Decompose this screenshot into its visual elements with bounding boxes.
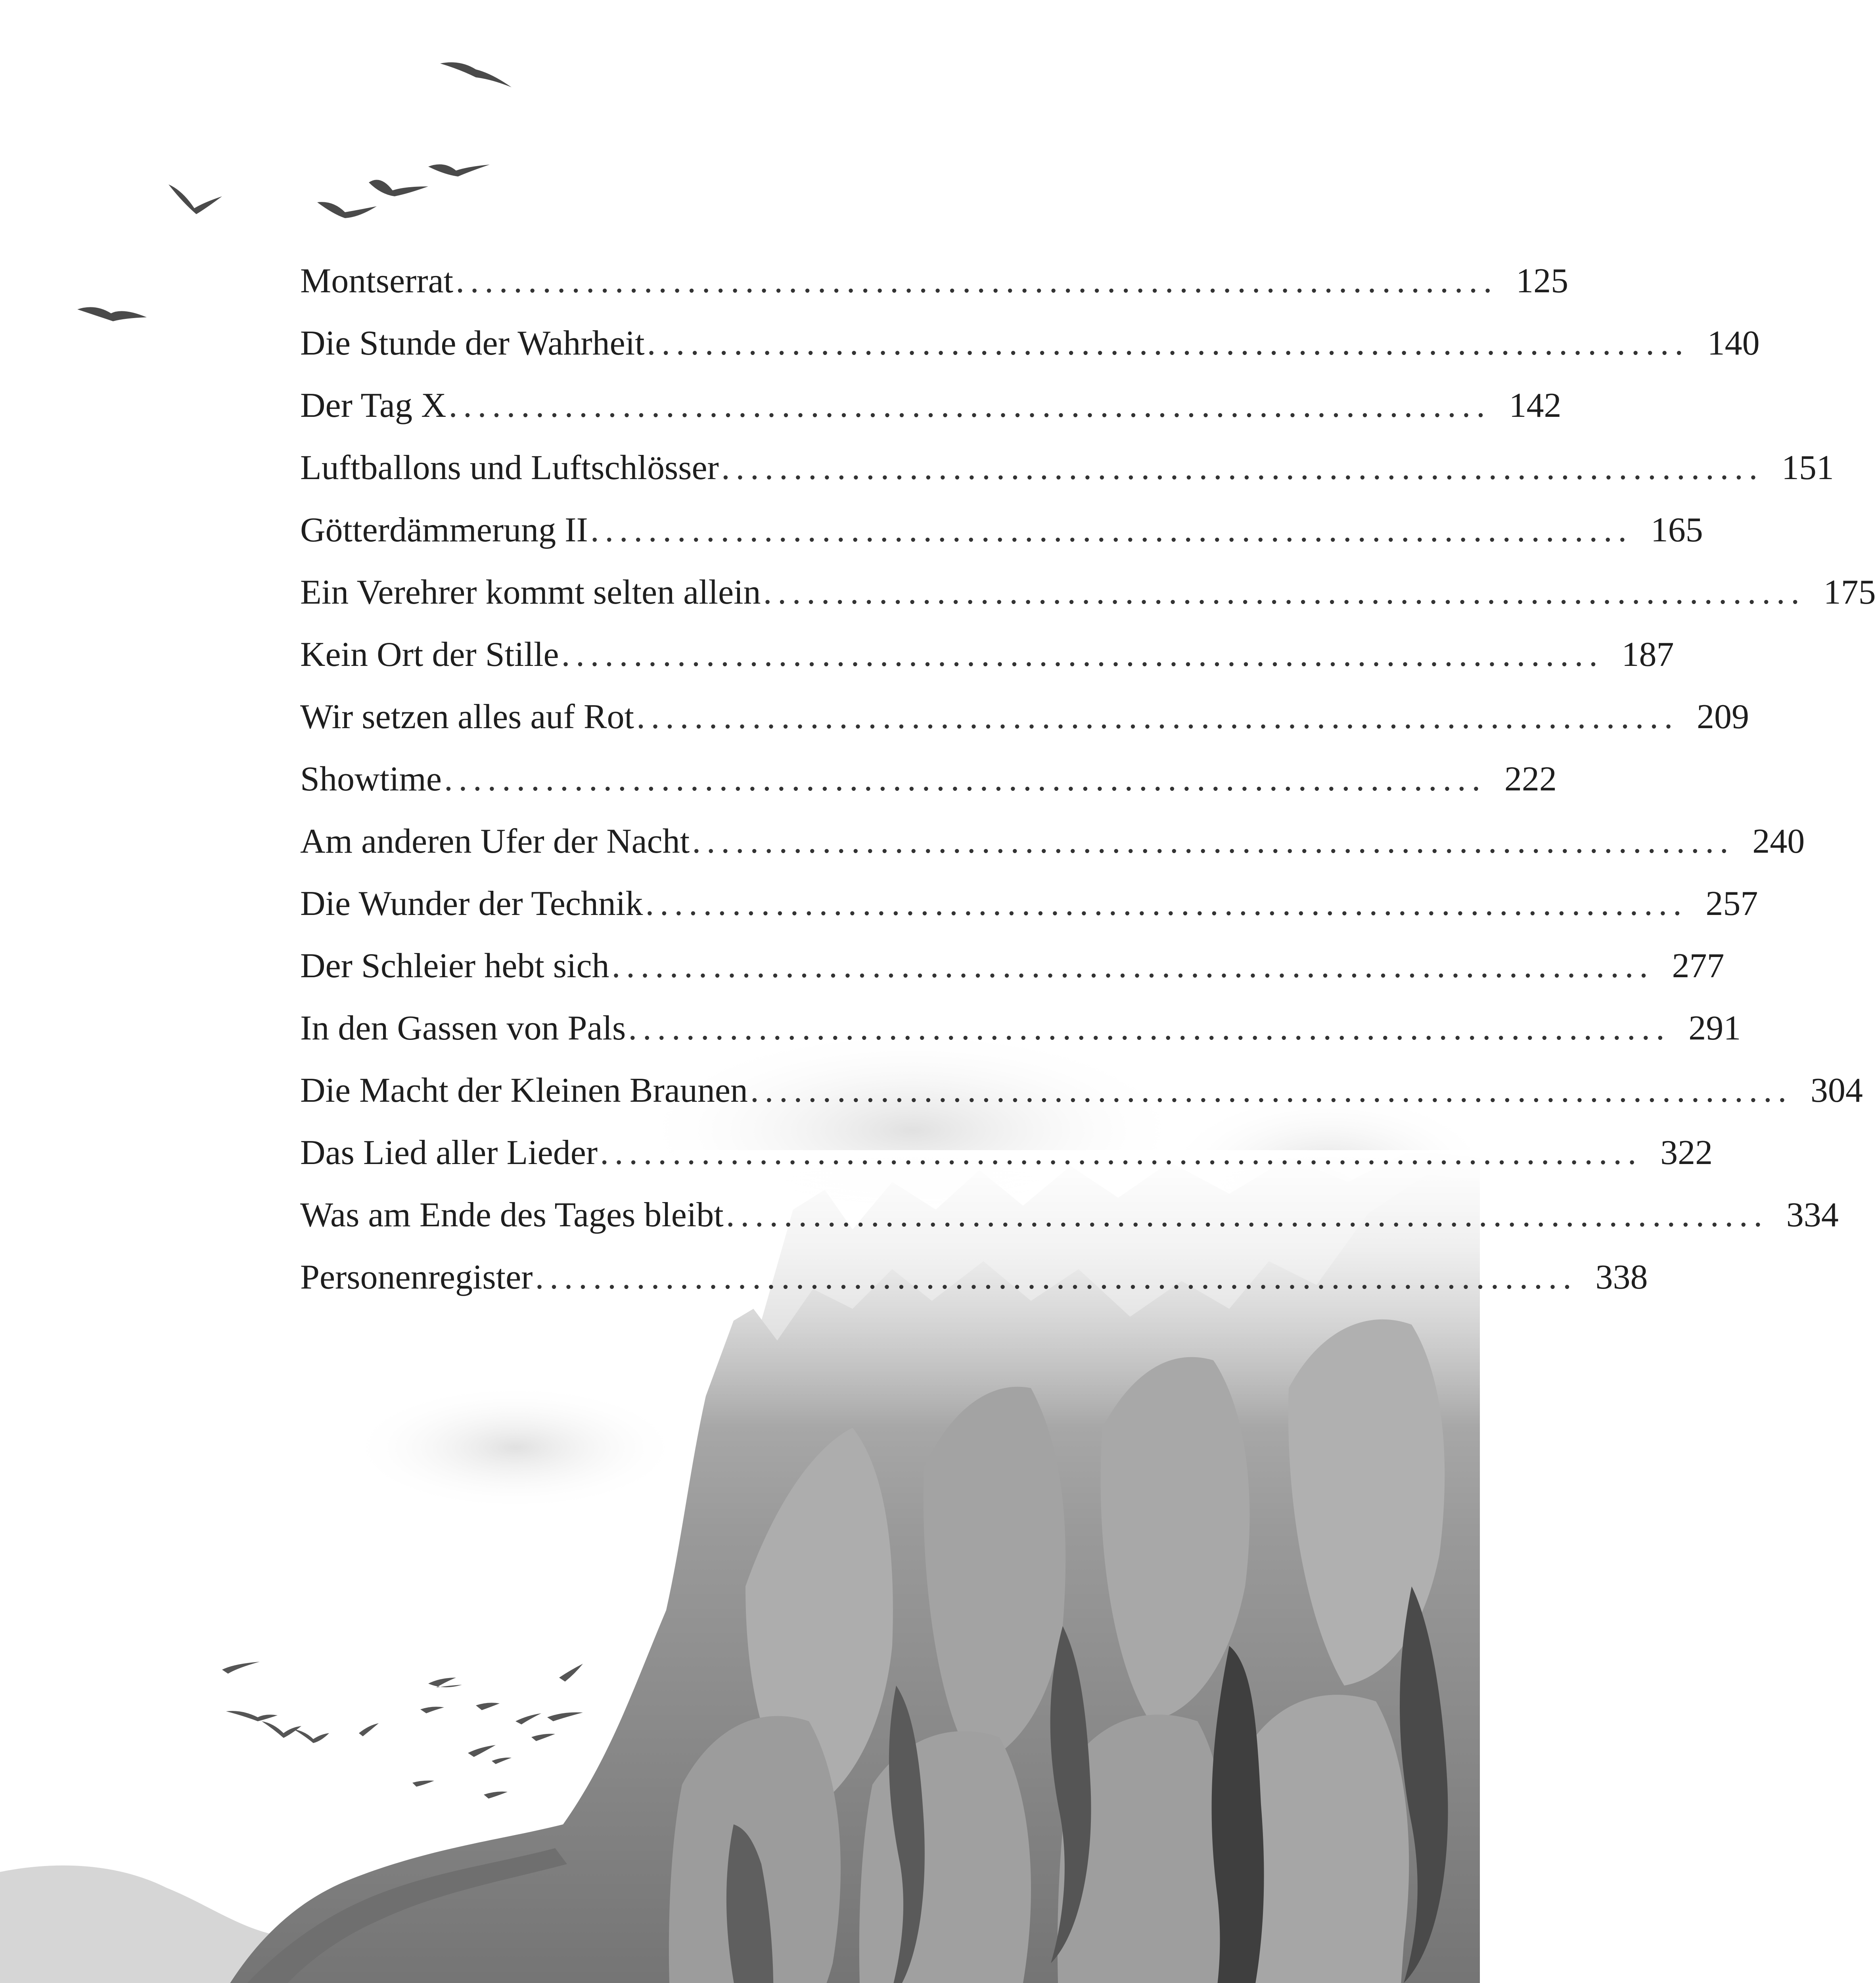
toc-entry-page: 142 <box>1509 386 1562 425</box>
toc-entry-title: In den Gassen von Pals <box>300 1009 626 1047</box>
dot-leader: ........................................................................ <box>535 1258 1577 1296</box>
toc-entry-page: 291 <box>1688 1009 1741 1047</box>
bird-icon <box>420 1707 444 1713</box>
bird-icon <box>476 1703 500 1710</box>
toc-entry <box>300 561 1876 623</box>
dot-leader: ........................................................................ <box>600 1133 1642 1172</box>
toc-entry-page: 140 <box>1707 324 1760 362</box>
toc-entry-title: Kein Ort der Stille <box>300 635 559 674</box>
toc-entry <box>300 499 1703 561</box>
toc-entry <box>300 1122 1713 1184</box>
dot-leader: ........................................................................ <box>448 386 1491 425</box>
dot-leader: ........................................................................ <box>590 511 1633 549</box>
toc-entry-title: Ein Verehrer kommt selten allein <box>300 573 761 612</box>
toc-entry-title: Showtime <box>300 760 442 798</box>
dot-leader: ........................................................................ <box>726 1196 1768 1234</box>
toc-entry-title: Die Stunde der Wahrheit <box>300 324 645 362</box>
bird-icon <box>515 1713 541 1724</box>
toc-entry <box>300 935 1725 997</box>
dot-leader: ........................................................................ <box>750 1071 1792 1110</box>
dot-leader: ........................................................................ <box>444 760 1486 798</box>
toc-entry <box>300 810 1805 873</box>
toc-entry-title: Was am Ende des Tages bleibt <box>300 1196 724 1234</box>
bird-icon <box>226 1711 278 1721</box>
toc-entry-page: 175 <box>1823 573 1876 612</box>
bird-icon <box>359 1723 379 1736</box>
toc-entry-title: Der Tag X <box>300 386 446 425</box>
toc-entry <box>300 1184 1839 1246</box>
toc-entry-title: Montserrat <box>300 262 454 300</box>
toc-entry <box>300 873 1758 935</box>
toc-entry-page: 209 <box>1696 698 1749 736</box>
toc-entry-title: Am anderen Ufer der Nacht <box>300 822 690 861</box>
toc-entry <box>300 748 1557 810</box>
toc-entry <box>300 686 1749 748</box>
toc-entry-page: 322 <box>1660 1133 1713 1172</box>
bird-icon <box>428 164 490 176</box>
toc-entry-title: Wir setzen alles auf Rot <box>300 698 634 736</box>
bird-icon <box>484 1791 508 1799</box>
bird-icon <box>317 202 377 218</box>
toc-entry-page: 338 <box>1595 1258 1648 1296</box>
toc-entry-title: Das Lied aller Lieder <box>300 1133 598 1172</box>
bird-icon <box>547 1713 583 1722</box>
toc-entry-page: 334 <box>1786 1196 1839 1234</box>
toc-entry-page: 257 <box>1705 884 1758 923</box>
table-of-contents <box>300 250 1876 1308</box>
toc-entry <box>300 623 1674 686</box>
toc-entry <box>300 374 1562 437</box>
toc-entry-title: Luftballons und Luftschlösser <box>300 449 719 487</box>
toc-entry-page: 277 <box>1672 947 1725 985</box>
bird-icon <box>559 1664 583 1682</box>
dot-leader: ........................................................................ <box>645 884 1688 923</box>
dot-leader: ........................................................................ <box>647 324 1689 362</box>
toc-entry-title: Götterdämmerung II <box>300 511 588 549</box>
toc-entry <box>300 1059 1863 1122</box>
dot-leader: ........................................................................ <box>692 822 1734 861</box>
toc-entry <box>300 437 1834 499</box>
toc-entry-page: 125 <box>1516 262 1569 300</box>
bird-icon <box>222 1662 260 1674</box>
bird-icon <box>531 1734 555 1741</box>
toc-entry-title: Die Macht der Kleinen Braunen <box>300 1071 748 1110</box>
bird-icon <box>412 1781 434 1787</box>
dot-leader: ........................................................................ <box>628 1009 1671 1047</box>
bird-icon <box>428 1678 462 1688</box>
dot-leader: ........................................................................ <box>561 635 1604 674</box>
toc-entry <box>300 1246 1648 1308</box>
toc-entry-page: 165 <box>1650 511 1703 549</box>
dot-leader: ........................................................................ <box>721 449 1763 487</box>
toc-entry <box>300 997 1741 1059</box>
dot-leader: ........................................................................ <box>456 262 1498 300</box>
toc-entry-page: 222 <box>1504 760 1557 798</box>
bird-icon <box>293 1729 329 1743</box>
bird-icon <box>77 307 147 321</box>
toc-entry-page: 304 <box>1810 1071 1863 1110</box>
distant-hill <box>0 1866 278 1983</box>
toc-entry <box>300 250 1569 312</box>
dot-leader: ........................................................................ <box>763 573 1805 612</box>
toc-entry-page: 151 <box>1781 449 1834 487</box>
bird-icon <box>169 184 222 214</box>
dot-leader: ........................................................................ <box>636 698 1679 736</box>
toc-entry-page: 187 <box>1621 635 1674 674</box>
bird-icon <box>369 180 428 196</box>
bird-icon <box>492 1758 512 1764</box>
toc-entry-page: 240 <box>1752 822 1805 861</box>
cloud <box>349 1384 682 1511</box>
rock-column <box>859 1731 1031 1983</box>
toc-entry <box>300 312 1760 374</box>
toc-entry-title: Die Wunder der Technik <box>300 884 643 923</box>
bird-icon <box>468 1745 496 1757</box>
dot-leader: ........................................................................ <box>611 947 1654 985</box>
toc-entry-title: Personenregister <box>300 1258 533 1296</box>
bird-icon <box>440 62 512 87</box>
toc-entry-title: Der Schleier hebt sich <box>300 947 609 985</box>
